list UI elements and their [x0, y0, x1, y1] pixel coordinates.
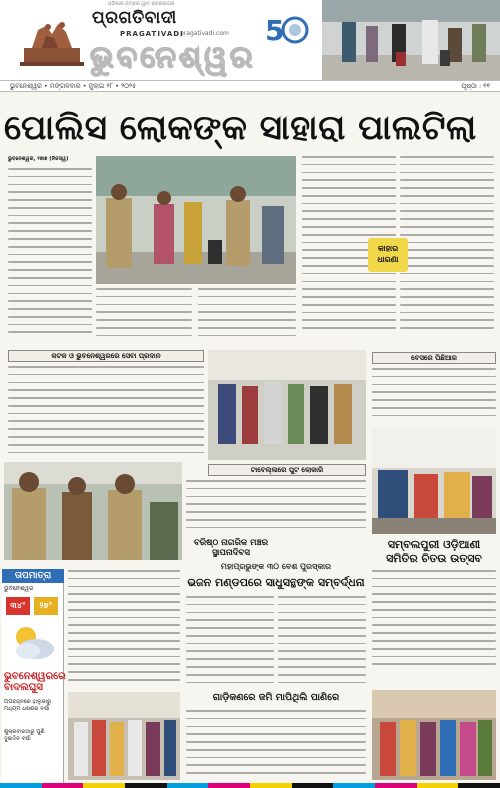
cuttack-text [8, 366, 204, 458]
svg-text:5: 5 [265, 14, 285, 47]
main-photo-police [96, 156, 296, 284]
mahila-headline: ବରିଷ୍ଠ ନାଗରିକ ମଞ୍ଚର ସ୍ଥାପନାଦିବସ [193, 538, 269, 558]
queue-photo [208, 350, 366, 460]
airport-photo [322, 0, 500, 80]
story-text-col1 [8, 168, 92, 344]
weather-highlight: ଭୁବନେଶ୍ୱରରେ ବାଦଲଘୁସ [4, 671, 66, 693]
weather-title: ତାପମାତ୍ରା [2, 569, 64, 583]
brand-logo: ପ୍ରଗତିବାଦୀ [92, 8, 177, 28]
dateline-bar [0, 80, 500, 92]
story-text-col2 [96, 288, 192, 344]
statue-illustration [18, 18, 86, 66]
weather-note-1: ଅପରାହ୍ନରେ ହାଲୁକାରୁ ମଧ୍ୟମ ଧରଣର ବର୍ଷା [4, 699, 52, 712]
mahila-text [68, 570, 180, 688]
ceremony-photo [68, 692, 180, 780]
weather-city: ଭୁବନେଶ୍ୱର [4, 585, 34, 592]
print-color-bar [0, 783, 500, 788]
gadi-headline: ଗାଡ଼ିକଣରେ ଜମି ମାପିଥିଲି ପାଣିରେ [212, 692, 340, 703]
sammelan-headline: ସମ୍ବଲପୁରୀ ଓଡ଼ିଆଣୀ ସମିତିର ଚିତଉ ଉତ୍ସବ [386, 538, 482, 565]
dateline: ଭୁବନେଶ୍ୱର • ମଙ୍ଗଳବାର • ଜୁଲାଇ ୨୮ • ୨୦୨୫ [10, 82, 137, 90]
stamp-label: କାହାର ଧାରଣା [368, 238, 408, 272]
mahaprabhu-headline: ମହାପ୍ରଭୁଙ୍କ ୩୦ ବେଶ ପୁରସ୍କାର [220, 562, 332, 571]
city-title: ଭୁବନେଶ୍ୱର [90, 40, 256, 75]
group-photo-women [372, 690, 496, 780]
bus-photo [372, 428, 496, 534]
weather-min: ୨୭° [34, 597, 58, 615]
sammelan-text [372, 570, 496, 670]
main-headline: ପୋଲିସ ଲୋକଙ୍କ ସାହାରା ପାଲଟିଲା [4, 108, 477, 148]
weather-max: ୩୪° [6, 597, 30, 615]
bhajan-headline: ଭଜନ ମଣ୍ଡପରେ ସାଧୁସନ୍ଥଙ୍କ ସମ୍ବର୍ଦ୍ଧନା [187, 576, 365, 589]
brand-latin: PRAGATIVADI [120, 30, 184, 38]
masthead [0, 0, 500, 92]
anniversary-emblem [263, 10, 313, 50]
bhajan-text-col2 [278, 596, 366, 688]
weather-box [2, 569, 64, 788]
services-text [372, 368, 496, 422]
story-text-col3 [198, 288, 296, 344]
bhubaneswar-services-headline: ବେସରେ ପିଛିଆର [372, 352, 496, 364]
brand-website: pragativadi.com [180, 30, 229, 37]
cuttack-headline: କଟକ ଓ ଭୁବନେଶ୍ୱରରେ ସେବା ପ୍ରଦାନ [8, 350, 204, 362]
cloud-sun-icon [8, 621, 58, 665]
traffic-headline: ଟାବେଲ୍ଲରେ ପୁଟ ଲୋକାରି [208, 464, 366, 476]
top-tagline: ଓଡ଼ିଶାର ନମ୍ବର ୱାନ ଖବରକାଗଜ [108, 1, 175, 7]
story-dateline: ଭୁବନେଶ୍ୱର, ୨୭ା୭ (ନିଜସ୍ୱ) [8, 156, 69, 162]
traffic-text [186, 480, 366, 532]
bhajan-text-col1 [186, 596, 274, 688]
story-text-col5 [400, 156, 494, 336]
gadi-text [186, 710, 366, 780]
weather-note-2: ଶୁକ୍ରବାରଠାରୁ ପୁଣି ଦୁଇଦିନ ବର୍ଷା [4, 729, 45, 742]
page-number: ପୃଷ୍ଠା : ୧୧ [461, 82, 490, 90]
